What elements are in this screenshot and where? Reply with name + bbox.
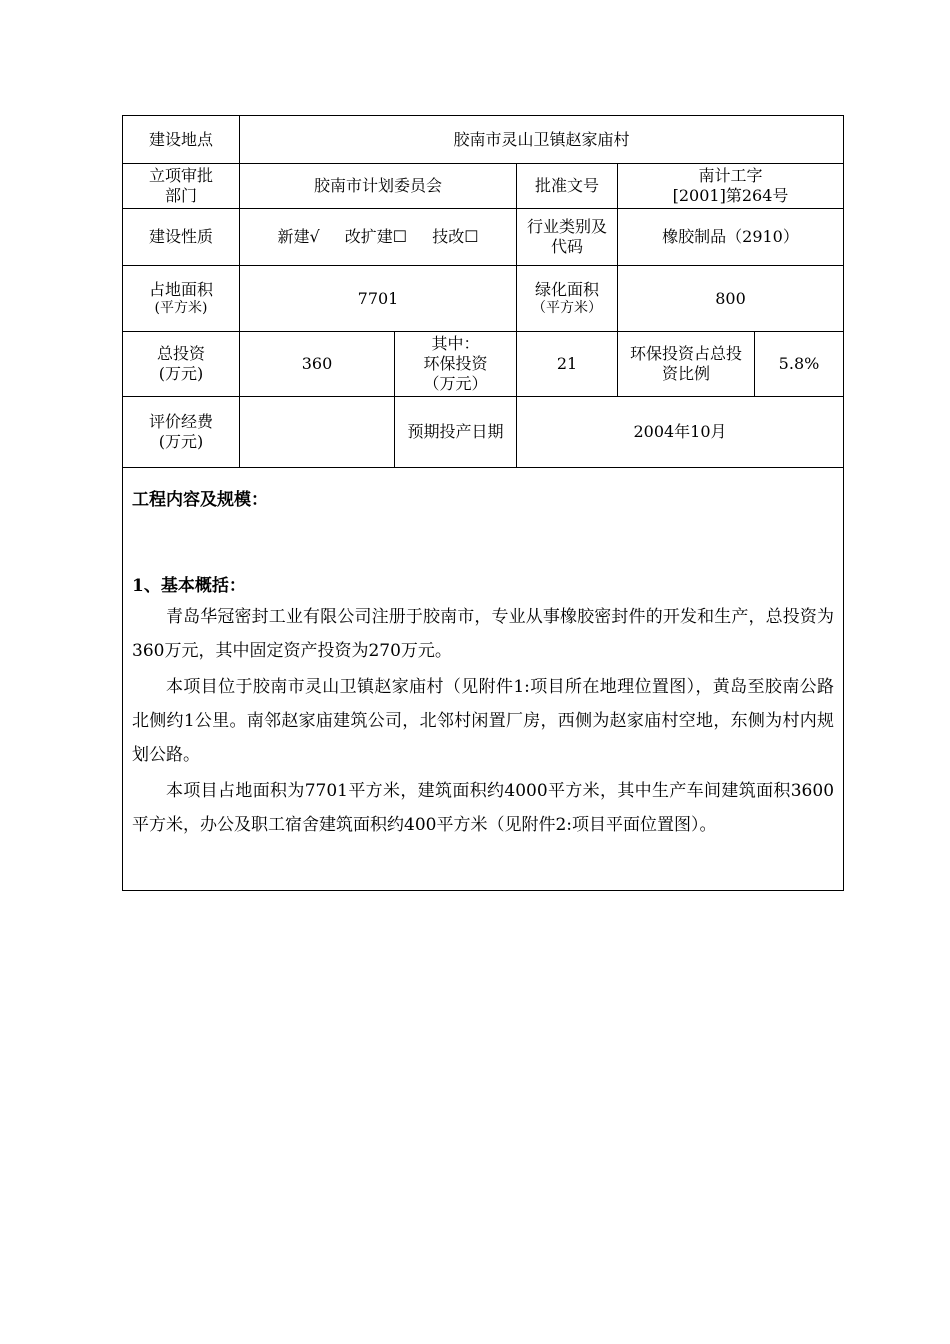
row-content [123, 468, 844, 891]
env-invest-label2: 环保投资 [423, 354, 488, 373]
expected-date-label: 预期投产日期 [395, 397, 517, 468]
area-unit: (平方米) [154, 300, 208, 316]
nature-tech-checkbox: 技改☐ [432, 227, 479, 246]
row-location [123, 116, 844, 164]
green-label: 绿化面积 [534, 280, 599, 299]
location-value: 胶南市灵山卫镇赵家庙村 [240, 116, 844, 164]
industry-label: 行业类别及代码 [517, 209, 618, 266]
green-value: 800 [618, 266, 844, 332]
row-nature [123, 209, 844, 266]
content-heading: 工程内容及规模： [132, 490, 268, 510]
env-invest-label-cell [395, 332, 517, 397]
paragraph-2: 本项目位于胶南市灵山卫镇赵家庙村（见附件1:项目所在地理位置图），黄岛至胶南公路北侧约1公里。南邻赵家庙建筑公司，北邻村闲置厂房，西侧为赵家庙村空地，东侧为村内规划公路。 [132, 677, 835, 765]
approval-dept-value: 胶南市计划委员会 [240, 164, 517, 209]
env-invest-label1: 其中： [431, 334, 480, 353]
invest-label-cell [123, 332, 240, 397]
nature-new-checkbox: 新建√ [277, 227, 320, 246]
paragraph-1: 青岛华冠密封工业有限公司注册于胶南市，专业从事橡胶密封件的开发和生产，总投资为360万元，其中固定资产投资为270万元。 [132, 607, 835, 661]
project-info-table [122, 115, 844, 891]
nature-label: 建设性质 [123, 209, 240, 266]
area-value: 7701 [240, 266, 517, 332]
project-content-cell [123, 468, 844, 891]
row-area [123, 266, 844, 332]
green-unit: （平方米） [532, 300, 602, 316]
row-eval [123, 397, 844, 468]
area-label-cell [123, 266, 240, 332]
paragraph-3: 本项目占地面积为7701平方米，建筑面积约4000平方米，其中生产车间建筑面积3600平方米，办公及职工宿舍建筑面积约400平方米（见附件2:项目平面位置图）。 [132, 781, 835, 835]
invest-label: 总投资 [156, 344, 205, 363]
approval-dept-label: 立项审批部门 [123, 164, 240, 209]
eval-fee-value [240, 397, 395, 468]
nature-options [240, 209, 517, 266]
row-investment [123, 332, 844, 397]
industry-value: 橡胶制品（2910） [618, 209, 844, 266]
area-label: 占地面积 [148, 280, 213, 299]
env-ratio-value: 5.8% [755, 332, 844, 397]
env-invest-unit: （万元） [423, 374, 488, 393]
invest-unit: (万元) [158, 364, 204, 383]
invest-value: 360 [240, 332, 395, 397]
eval-fee-unit: (万元) [158, 432, 204, 451]
approval-no-label: 批准文号 [517, 164, 618, 209]
env-ratio-label: 环保投资占总投资比例 [618, 332, 755, 397]
section1-heading: 1、基本概括： [132, 576, 246, 596]
expected-date-value: 2004年10月 [517, 397, 844, 468]
row-approval [123, 164, 844, 209]
green-label-cell [517, 266, 618, 332]
eval-fee-label-cell [123, 397, 240, 468]
nature-expand-checkbox: 改扩建☐ [344, 227, 408, 246]
env-invest-value: 21 [517, 332, 618, 397]
approval-no-line2: [2001]第264号 [672, 186, 789, 205]
eval-fee-label: 评价经费 [148, 412, 213, 431]
approval-no-value [618, 164, 844, 209]
location-label: 建设地点 [123, 116, 240, 164]
approval-no-line1: 南计工字 [698, 166, 763, 185]
